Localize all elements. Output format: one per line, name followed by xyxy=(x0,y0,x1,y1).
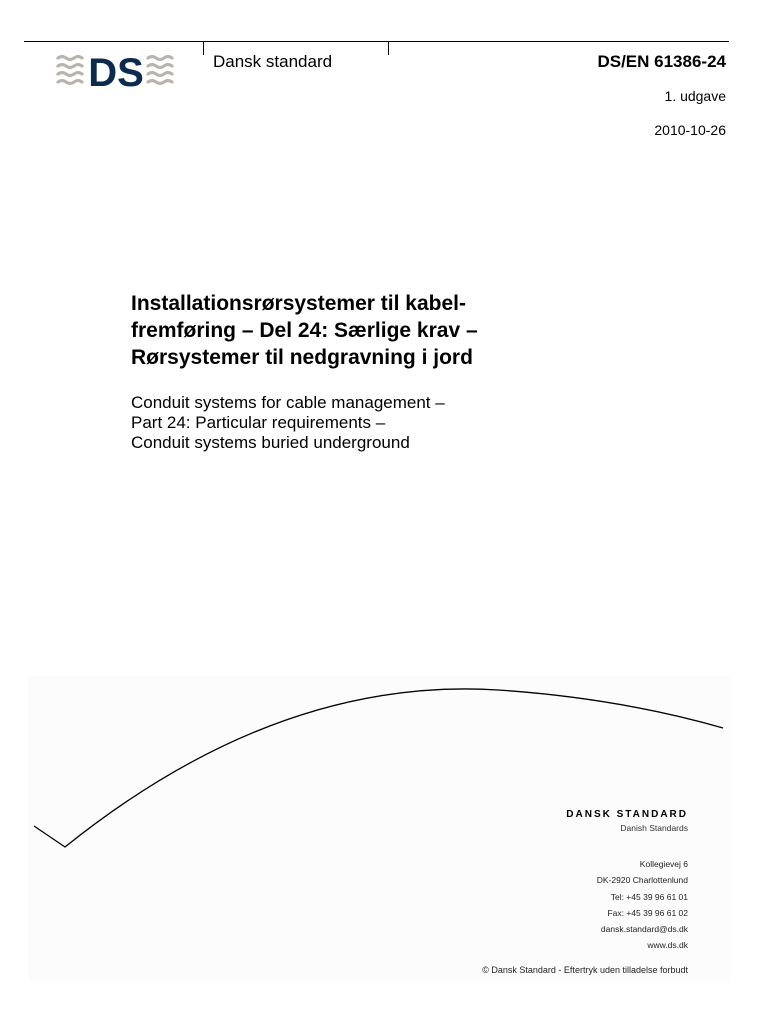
address-block xyxy=(597,856,688,954)
website-line: www.ds.dk xyxy=(647,940,688,951)
org-name: DANSK STANDARD xyxy=(566,809,688,820)
title-danish-line: Installationsrørsystemer til kabel- xyxy=(131,292,466,315)
logo-wave xyxy=(58,65,82,68)
title-english-line: Conduit systems buried underground xyxy=(131,433,410,452)
publisher-name: Dansk standard xyxy=(213,52,333,71)
header-tick-left xyxy=(203,41,204,55)
logo-wave xyxy=(58,57,82,60)
logo-wave xyxy=(148,65,172,68)
ds-logo xyxy=(56,52,176,90)
address-line: Fax: +45 39 96 61 02 xyxy=(607,907,688,918)
title-danish-line: fremføring – Del 24: Særlige krav – xyxy=(131,319,478,342)
edition-label: 1. udgave xyxy=(664,88,726,104)
title-english-line: Part 24: Particular requirements – xyxy=(131,413,386,432)
title-danish xyxy=(131,290,651,371)
header-tick-right xyxy=(388,41,389,55)
publication-date: 2010-10-26 xyxy=(654,122,726,138)
address-line: DK-2920 Charlottenlund xyxy=(596,875,688,886)
address-line: Tel: +45 39 96 61 01 xyxy=(610,891,688,902)
copyright-notice: © Dansk Standard - Eftertryk uden tilladelse forbudt xyxy=(482,965,688,975)
logo-text: DS xyxy=(88,52,144,90)
title-danish-line: Rørsystemer til nedgravning i jord xyxy=(131,346,473,369)
logo-wave xyxy=(58,81,82,84)
org-subtitle: Danish Standards xyxy=(620,823,688,833)
wave-mark-right xyxy=(148,57,172,84)
logo-wave xyxy=(148,81,172,84)
header-rule xyxy=(24,41,729,42)
address-line: Kollegievej 6 xyxy=(639,859,688,869)
email-line: dansk.standard@ds.dk xyxy=(600,924,688,935)
logo-wave xyxy=(148,73,172,76)
standard-number: DS/EN 61386-24 xyxy=(597,52,726,71)
wave-mark-left xyxy=(58,57,82,84)
org-block xyxy=(566,808,688,834)
title-english-line: Conduit systems for cable management – xyxy=(131,393,445,412)
logo-wave xyxy=(148,57,172,60)
logo-wave xyxy=(58,73,82,76)
title-english xyxy=(131,393,651,453)
